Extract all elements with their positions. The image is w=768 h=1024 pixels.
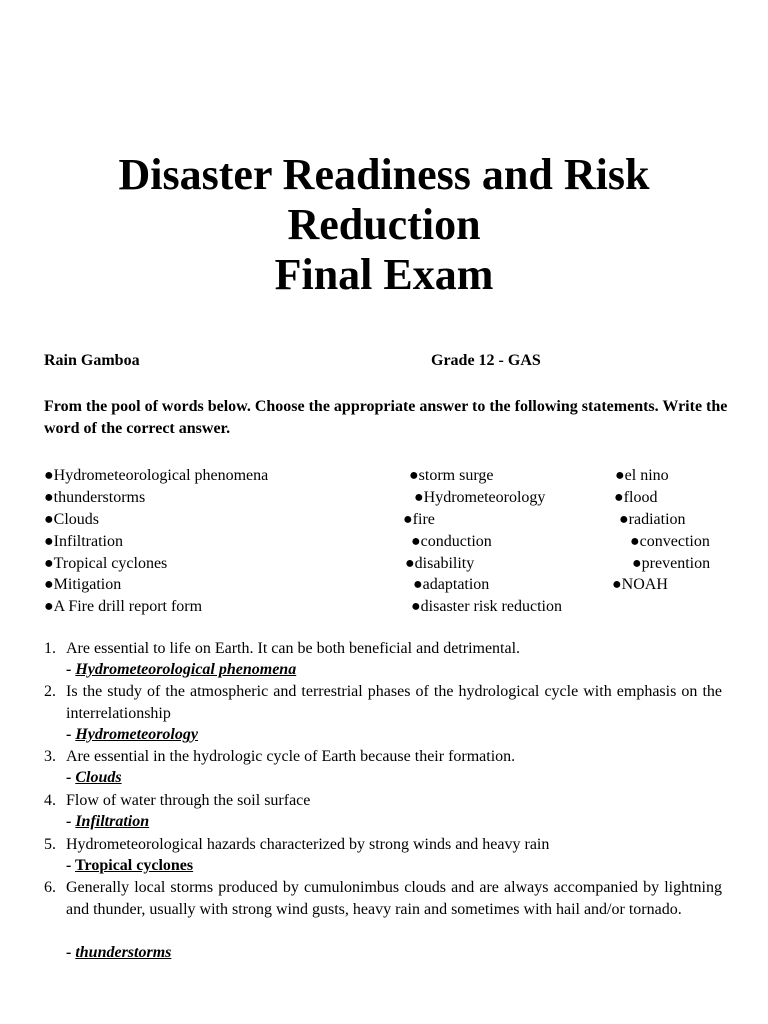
answer — [66, 725, 198, 745]
answer-text: Hydrometeorology — [75, 726, 198, 743]
word-bank-item: ●Clouds — [44, 511, 100, 528]
question-text: Are essential in the hydrologic cycle of Earth because their formation. — [66, 748, 516, 765]
answer-text: Tropical cyclones — [75, 857, 194, 874]
question-text: Hydrometeorological hazards characterized by strong winds and heavy rain — [66, 836, 550, 853]
question-text: Are essential to life on Earth. It can be both beneficial and detrimental. — [66, 640, 521, 657]
word-bank-item: ●Hydrometeorological phenomena — [44, 467, 269, 484]
word-bank-item: ●Mitigation — [44, 576, 122, 593]
answer-dash: - — [66, 813, 76, 830]
answer-dash: - — [66, 857, 76, 874]
word-bank-item: ●adaptation — [413, 576, 490, 593]
word-bank-item: ●Infiltration — [44, 533, 123, 550]
answer — [66, 660, 296, 680]
word-bank-item: ●prevention — [632, 555, 711, 572]
answer-dash: - — [66, 944, 76, 961]
answer-dash: - — [66, 661, 76, 678]
word-bank-item: ●Tropical cyclones — [44, 555, 168, 572]
word-bank-item: ●NOAH — [612, 576, 668, 593]
grade-section: Grade 12 - GAS — [431, 352, 541, 369]
answer-dash: - — [66, 726, 76, 743]
title-line-2: Reduction — [287, 200, 481, 249]
answer-text: Infiltration — [75, 813, 150, 830]
question-number: 4. — [44, 792, 56, 809]
answer — [66, 943, 171, 963]
question-number: 5. — [44, 836, 56, 853]
question-text: Generally local storms produced by cumulonimbus clouds and are always accompanied by lightning and thunder, usually with strong wind gusts, heavy rain and sometimes with hail and/or tornado. — [66, 879, 722, 918]
question-text: Is the study of the atmospheric and terrestrial phases of the hydrological cycle with emphasis on the interrelationship — [66, 683, 722, 722]
answer-dash: - — [66, 769, 76, 786]
question-text: Flow of water through the soil surface — [66, 792, 311, 809]
word-bank-item: ●conduction — [411, 533, 492, 550]
answer — [66, 768, 122, 788]
word-bank-item: ●A Fire drill report form — [44, 598, 203, 615]
question-number: 1. — [44, 640, 56, 657]
word-bank-item: ●flood — [614, 489, 658, 506]
answer — [66, 856, 193, 876]
word-bank-item: ●fire — [403, 511, 435, 528]
question-number: 6. — [44, 879, 56, 896]
document-title — [0, 150, 768, 300]
word-bank-item: ●thunderstorms — [44, 489, 146, 506]
answer-text: thunderstorms — [75, 944, 172, 961]
word-bank-item: ●radiation — [619, 511, 686, 528]
word-bank-item: ●disability — [405, 555, 475, 572]
word-bank-item: ●storm surge — [409, 467, 494, 484]
answer-text: Hydrometeorological phenomena — [75, 661, 297, 678]
answer — [66, 812, 149, 832]
word-bank-item: ●el nino — [615, 467, 669, 484]
title-line-1: Disaster Readiness and Risk — [118, 150, 650, 199]
word-bank-item: ●Hydrometeorology — [414, 489, 546, 506]
word-bank-item: ●disaster risk reduction — [411, 598, 562, 615]
answer-text: Clouds — [75, 769, 122, 786]
word-bank-item: ●convection — [630, 533, 710, 550]
instructions: From the pool of words below. Choose the appropriate answer to the following statements. Write the word of the correct answer. — [44, 398, 728, 437]
title-line-3: Final Exam — [274, 250, 494, 299]
question-number: 2. — [44, 683, 56, 700]
student-name: Rain Gamboa — [44, 352, 140, 369]
question-number: 3. — [44, 748, 56, 765]
